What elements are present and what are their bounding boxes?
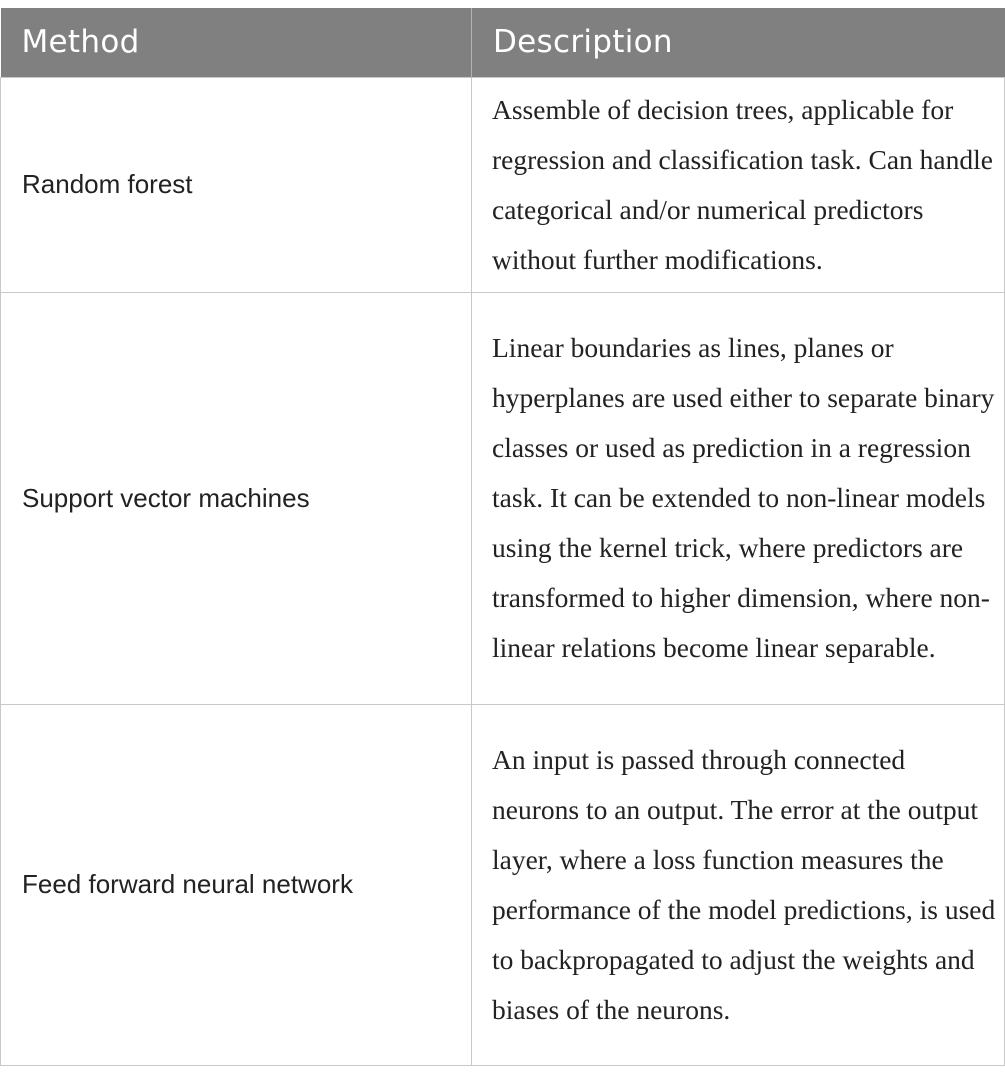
table-row <box>1 704 1005 1065</box>
method-cell: Random forest <box>1 77 472 292</box>
description-cell: Assemble of decision trees, applicable for regression and classification task. Can handle categorical and/or numerical predictors without further modifications. <box>472 77 1005 292</box>
table-header <box>1 8 1005 77</box>
description-cell: Linear boundaries as lines, planes or hyperplanes are used either to separate binary classes or used as prediction in a regression task. It can be extended to non-linear models using the kernel trick, where predictors are transformed to higher dimension, where non-linear relations become linear separable. <box>472 292 1005 704</box>
description-cell: An input is passed through connected neurons to an output. The error at the output layer, where a loss function measures the performance of the model predictions, is used to backpropagated to adjust the weights and biases of the neurons. <box>472 704 1005 1065</box>
table-row <box>1 77 1005 292</box>
table-body <box>1 77 1005 1065</box>
header-method: Method <box>1 8 472 77</box>
methods-table <box>0 8 1005 1066</box>
table-row <box>1 292 1005 704</box>
methods-table-container <box>0 8 1004 1066</box>
method-cell: Support vector machines <box>1 292 472 704</box>
header-row <box>1 8 1005 77</box>
header-description: Description <box>472 8 1005 77</box>
method-cell: Feed forward neural network <box>1 704 472 1065</box>
